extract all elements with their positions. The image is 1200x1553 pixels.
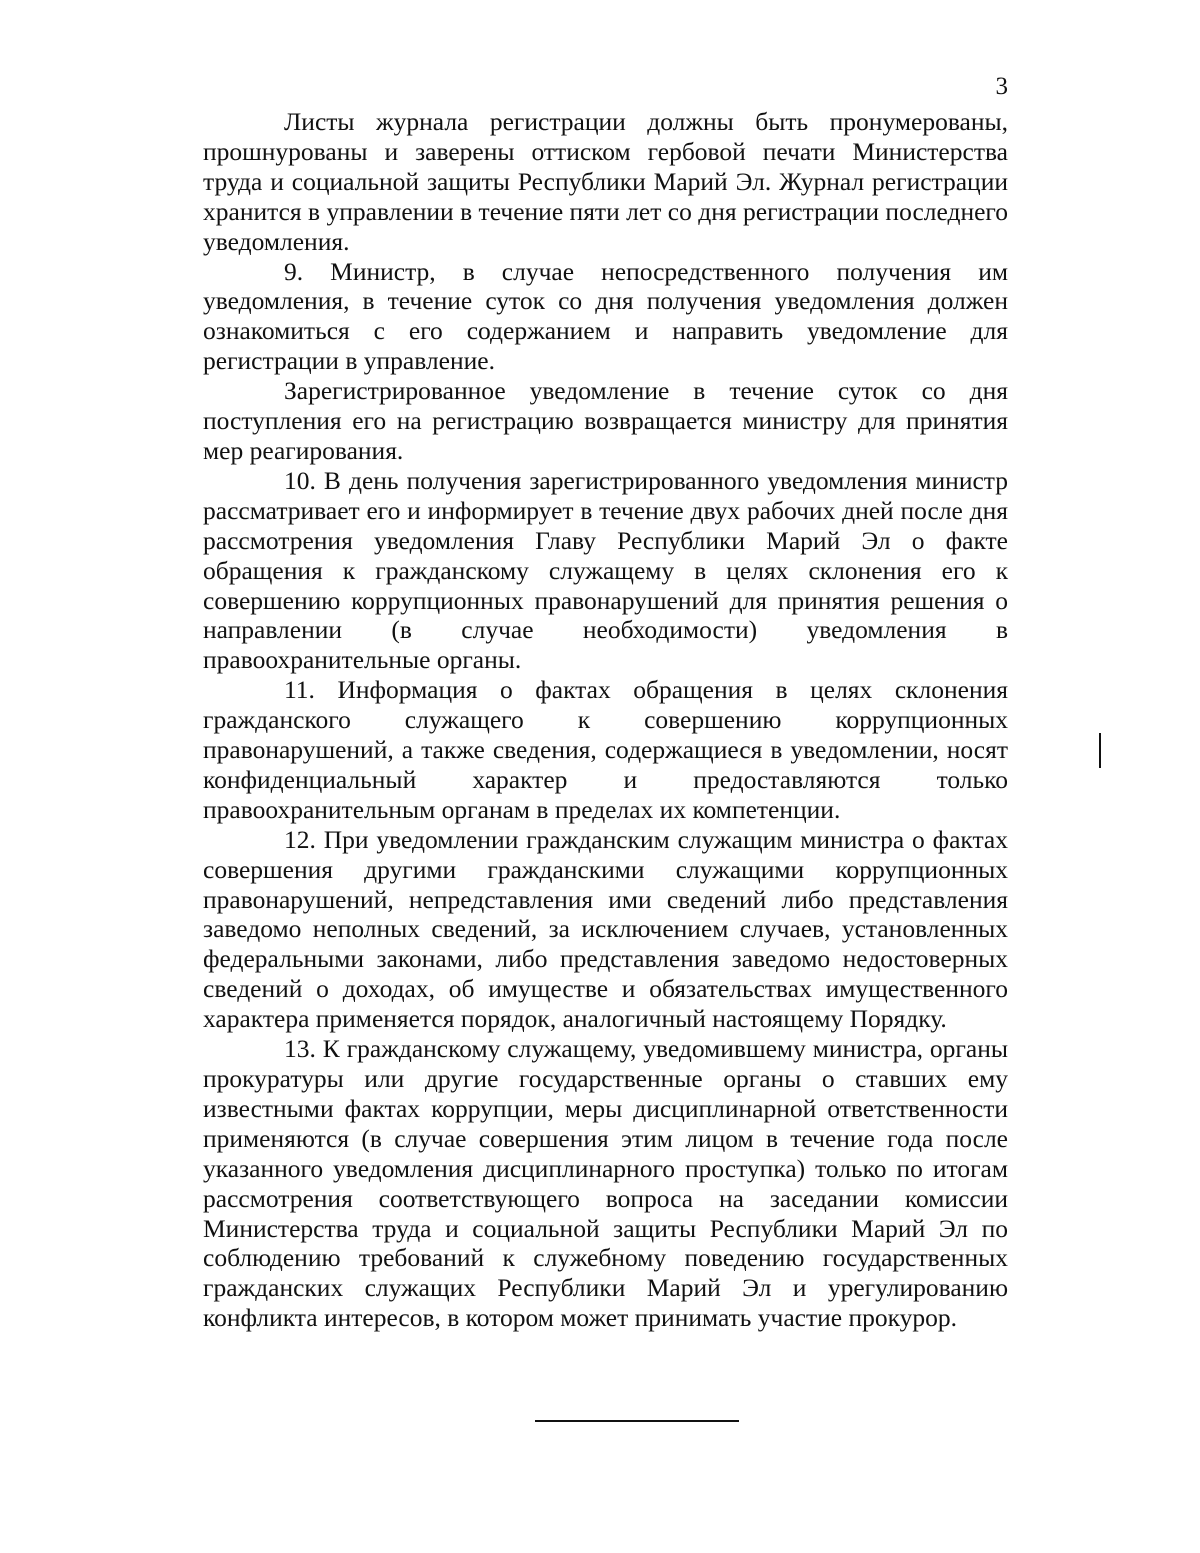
page-number: 3	[995, 73, 1008, 100]
end-of-document-rule	[535, 1420, 739, 1422]
paragraph-11: 11. Информация о фактах обращения в целях склонения гражданского служащего к совершению коррупционных правонарушений, а также сведения, содержащиеся в уведомлении, носят конфиденциальный характер и предоставляются только правоохранительным органам в пределах их компетенции.	[203, 675, 1008, 824]
margin-change-bar	[1099, 733, 1101, 768]
document-body	[203, 107, 1008, 1333]
paragraph-10: 10. В день получения зарегистрированного уведомления министр рассматривает его и информирует в течение двух рабочих дней после дня рассмотрения уведомления Главу Республики Марий Эл о факте обращения к гражданскому служащему в целях склонения его к совершению коррупционных правонарушений для принятия решения о направлении (в случае необходимости) уведомления в правоохранительные органы.	[203, 465, 1008, 675]
paragraph-9: 9. Министр, в случае непосредственного получения им уведомления, в течение суток со дня получения уведомления должен ознакомиться с его содержанием и направить уведомление для регистрации в управление.	[203, 256, 1008, 376]
paragraph-12: 12. При уведомлении гражданским служащим министра о фактах совершения другими гражданскими служащими коррупционных правонарушений, непредставления ими сведений либо представления заведомо неполных сведений, за исключением случаев, установленных федеральными законами, либо представления заведомо недостоверных сведений о доходах, об имуществе и обязательствах имущественного характера применяется порядок, аналогичный настоящему Порядку.	[203, 824, 1008, 1034]
paragraph-journal-sheets: Листы журнала регистрации должны быть пронумерованы, прошнурованы и заверены оттиском гербовой печати Министерства труда и социальной защиты Республики Марий Эл. Журнал регистрации хранится в управлении в течение пяти лет со дня регистрации последнего уведомления.	[203, 107, 1008, 256]
paragraph-registered-notice: Зарегистрированное уведомление в течение суток со дня поступления его на регистрацию возвращается министру для принятия мер реагирования.	[203, 376, 1008, 465]
paragraph-13: 13. К гражданскому служащему, уведомившему министра, органы прокуратуры или другие государственные органы о ставших ему известными фактах коррупции, меры дисциплинарной ответственности применяются (в случае совершения этим лицом в течение года после указанного уведомления дисциплинарного проступка) только по итогам рассмотрения соответствующего вопроса на заседании комиссии Министерства труда и социальной защиты Республики Марий Эл по соблюдению требований к служебному поведению государственных гражданских служащих Республики Марий Эл и урегулированию конфликта интересов, в котором может принимать участие прокурор.	[203, 1034, 1008, 1333]
